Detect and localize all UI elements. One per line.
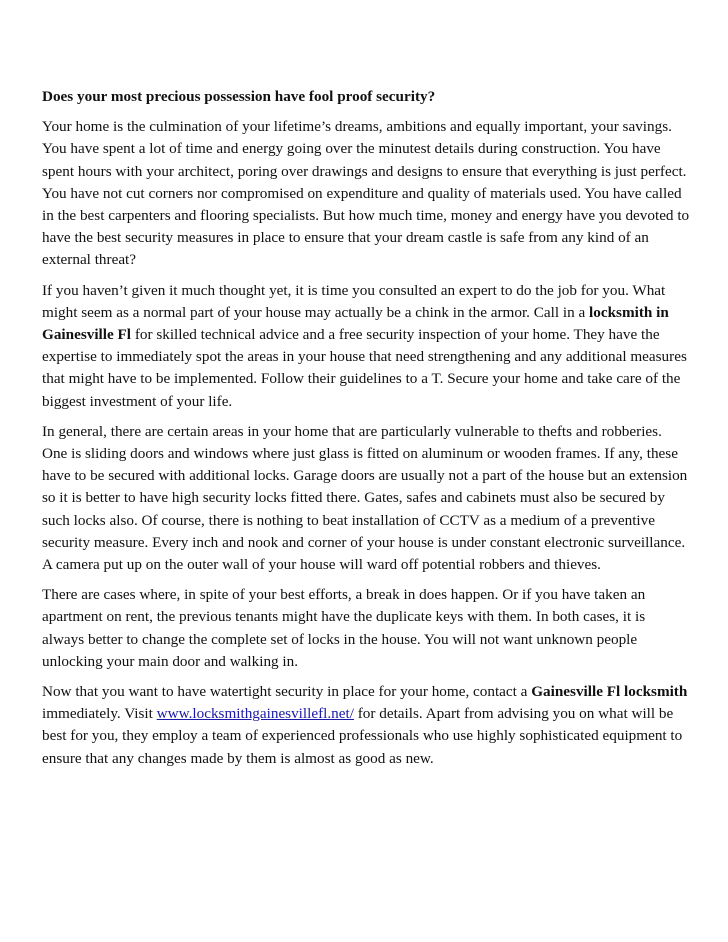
- paragraph-5-text-b: immediately. Visit: [42, 705, 157, 723]
- website-link[interactable]: www.locksmithgainesvillefl.net/: [156, 705, 354, 723]
- document-title: Does your most precious possession have fool proof security?: [42, 88, 436, 105]
- paragraph-5: [42, 681, 690, 770]
- keyword-gainesville-locksmith: Gainesville Fl locksmith: [531, 683, 688, 701]
- paragraph-4: There are cases where, in spite of your best efforts, a break in does happen. Or if you have taken an apartment on rent, the previous tenants might have the duplicate keys with them. In both cases, it is always better to change the complete set of locks in the house. You will not want unknown people unlocking your main door and walking in.: [42, 586, 646, 670]
- paragraph-2-text-b: for skilled technical advice and a free security inspection of your home. They have the expertise to immediately spot the areas in your house that need strengthening and any additional measures that might have to be implemented. Follow their guidelines to a T. Secure your home and take care of the biggest investment of your life.: [42, 326, 687, 410]
- paragraph-2-text-a: If you haven’t given it much thought yet, it is time you consulted an expert to do the job for you. What might seem as a normal part of your house may actually be a chink in the armor. Call in a: [42, 281, 666, 321]
- keyword-locksmith-in-gainesville: locksmith in Gainesville Fl: [42, 303, 669, 344]
- paragraph-1: Your home is the culmination of your lifetime’s dreams, ambitions and equally important, your savings. You have spent a lot of time and energy going over the minutest details during construction. You have spent hours with your architect, poring over drawings and designs to ensure that everything is just perfect. You have not cut corners nor compromised on expenditure and quality of materials used. You have called in the best carpenters and flooring specialists. But how much time, money and energy have you devoted to have the best security measures in place to ensure that your dream castle is safe from any kind of an external threat?: [42, 118, 690, 269]
- paragraph-2: [42, 280, 690, 413]
- paragraph-5-text-a: Now that you want to have watertight security in place for your home, contact a: [42, 683, 532, 701]
- document-page: [42, 86, 690, 778]
- paragraph-5-text-c: for details. Apart from advising you on what will be best for you, they employ a team of experienced professionals who use highly sophisticated equipment to ensure that any changes made by them is almost as good as new.: [42, 705, 683, 767]
- paragraph-3: In general, there are certain areas in your home that are particularly vulnerable to thefts and robberies. One is sliding doors and windows where just glass is fitted on aluminum or wooden frames. If any, these have to be secured with additional locks. Garage doors are usually not a part of the house but an extension so it is better to have high security locks fitted there. Gates, safes and cabinets must also be secured by such locks also. Of course, there is nothing to beat installation of CCTV as a medium of a preventive security measure. Every inch and nook and corner of your house is under constant electronic surveillance. A camera put up on the outer wall of your house will ward off potential robbers and thieves.: [42, 422, 688, 574]
